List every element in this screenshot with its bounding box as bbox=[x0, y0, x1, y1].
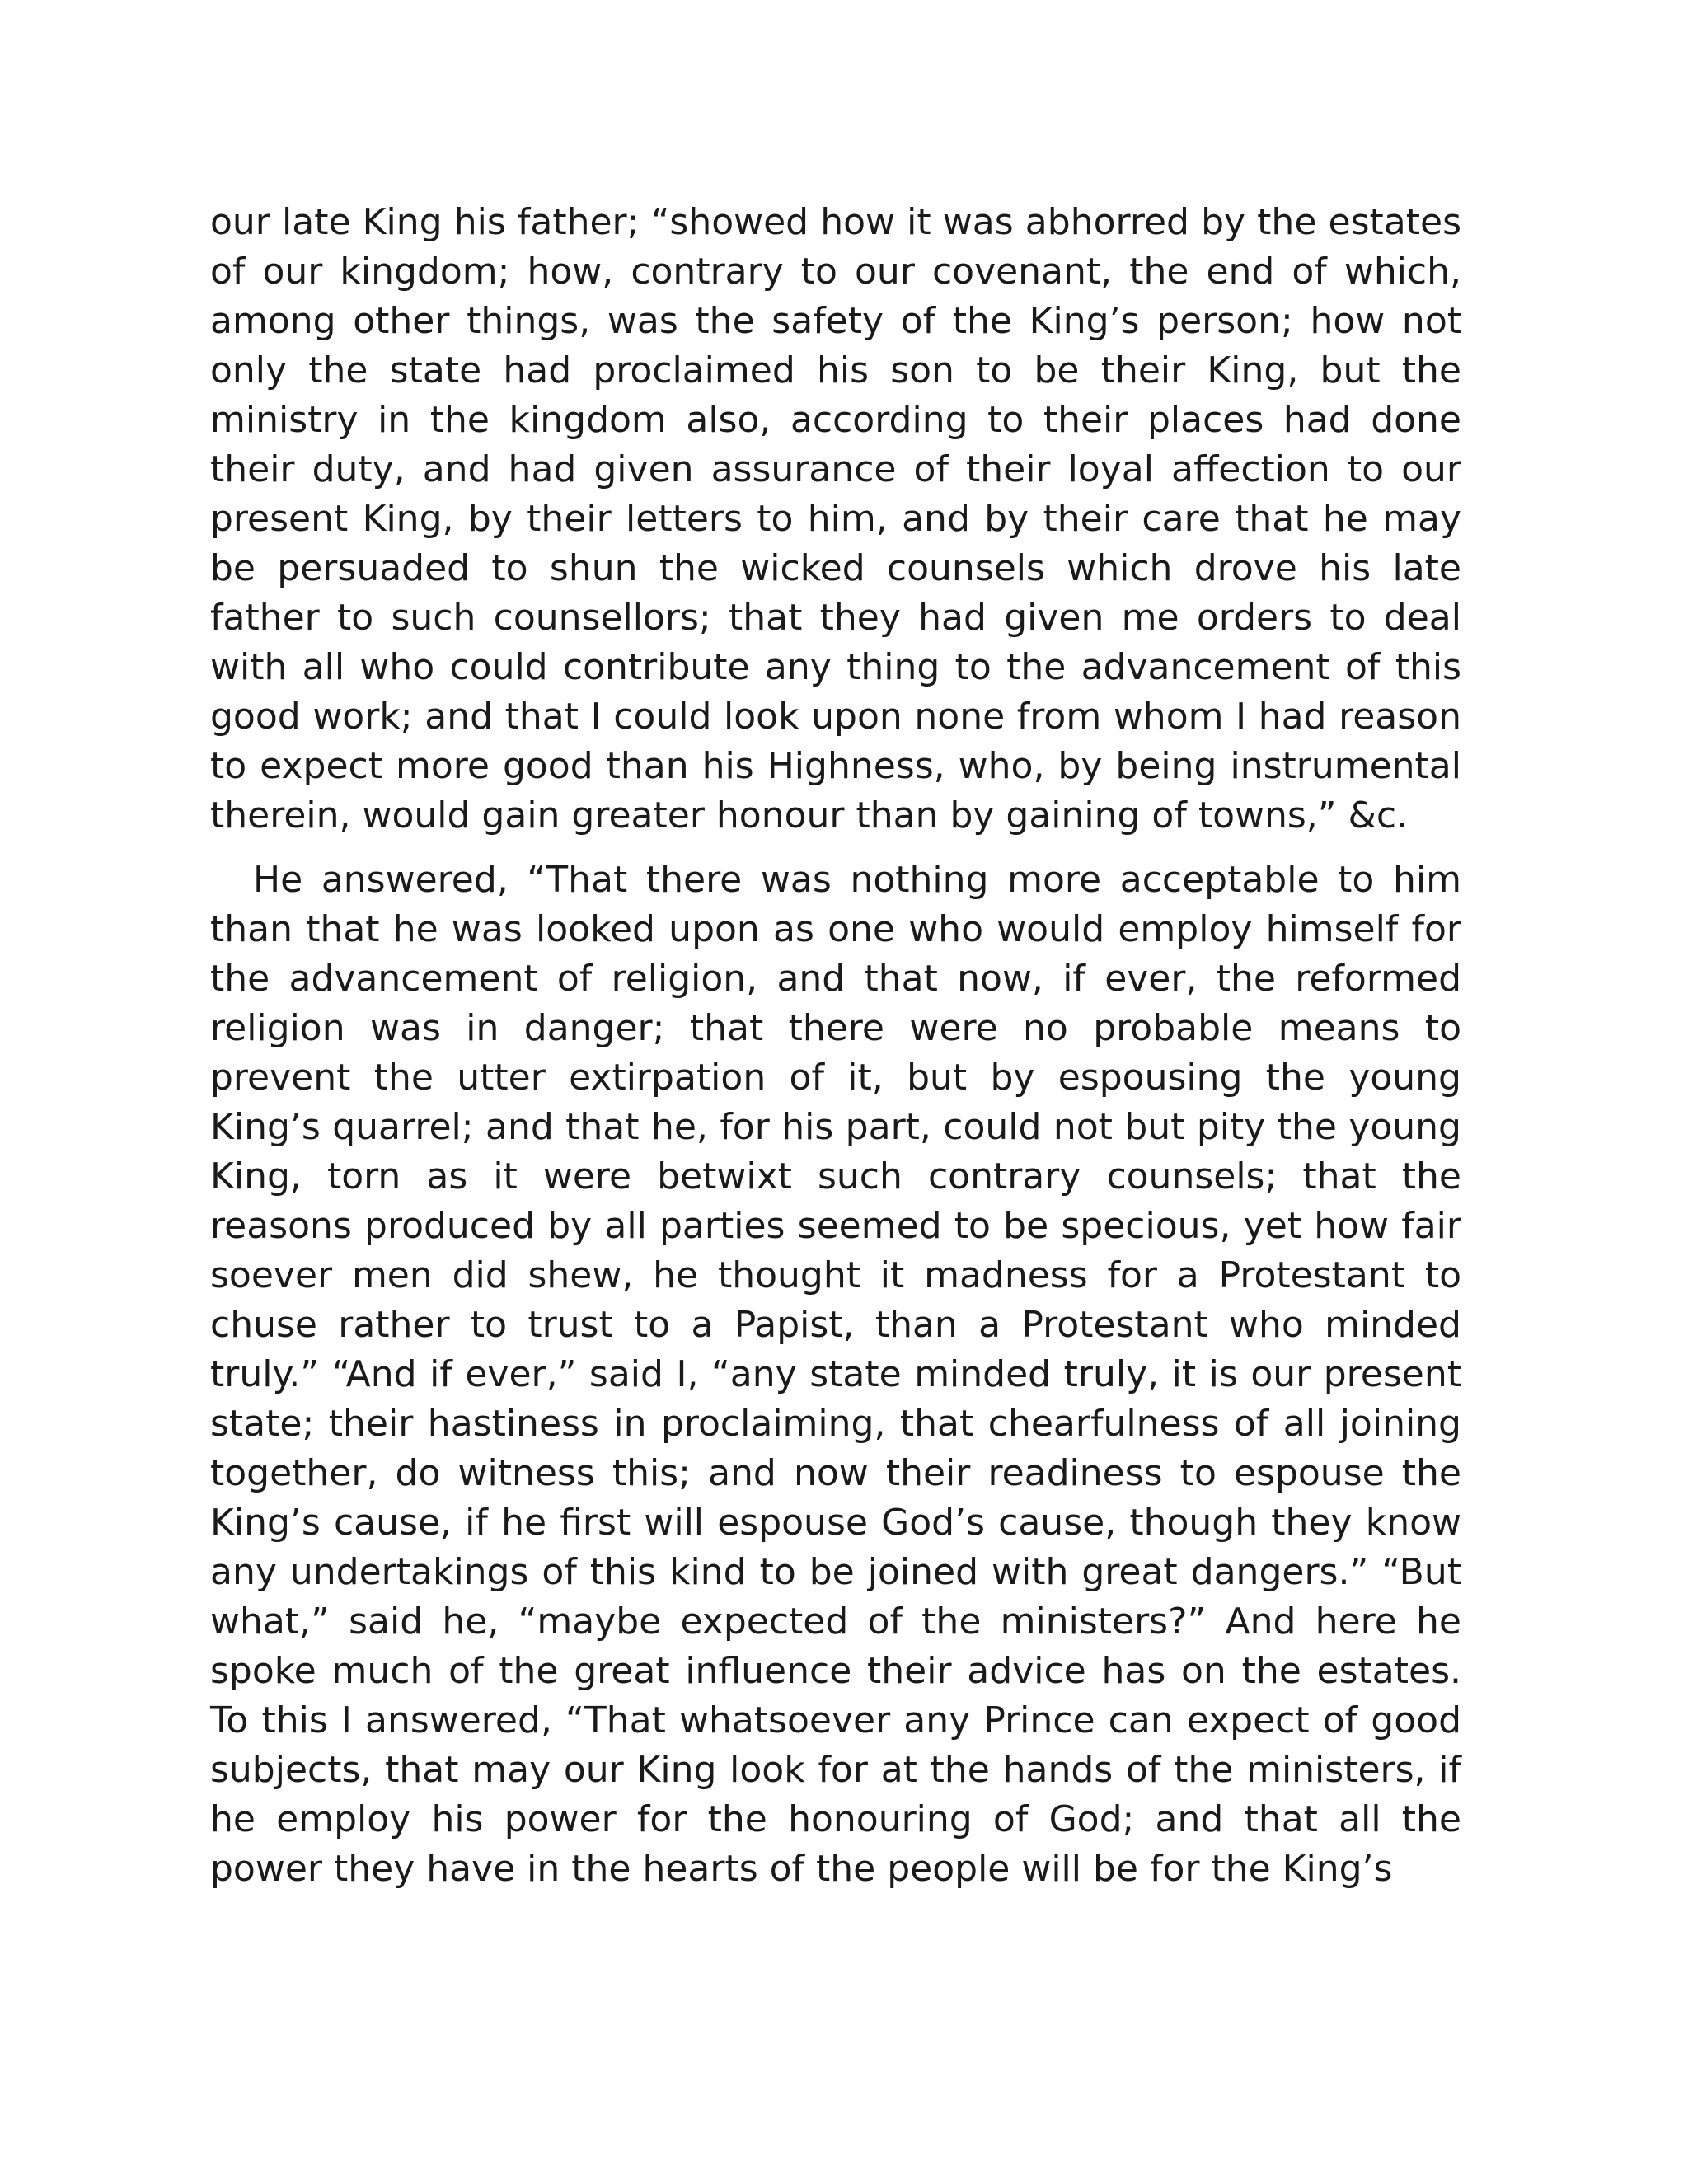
paragraph-continuation: our late King his father; “showed how it was abhorred by the estates of our kingdom; how, contrary to our covenant, the end of which, among other things, was the safety of the King’s person; how not only the state had proclaimed his son to be their King, but the ministry in the kingdom also, according to their places had done their duty, and had given assurance of their loyal affection to our present King, by their letters to him, and by their care that he may be persuaded to shun the wicked counsels which drove his late father to such counsellors; that they had given me orders to deal with all who could contribute any thing to the advancement of this good work; and that I could look upon none from whom I had reason to expect more good than his Highness, who, by being instrumental therein, would gain greater honour than by gaining of towns,” &c. bbox=[210, 201, 1461, 837]
paragraph-answer: He answered, “That there was nothing more acceptable to him than that he was looked upon as one who would employ himself for the advancement of religion, and that now, if ever, the reformed religion was in danger; that there were no probable means to prevent the utter extirpation of it, but by espousing the young King’s quarrel; and that he, for his part, could not but pity the young King, torn as it were betwixt such contrary counsels; that the reasons produced by all parties seemed to be specious, yet how fair soever men did shew, he thought it madness for a Protestant to chuse rather to trust to a Papist, than a Protestant who minded truly.” “And if ever,” said I, “any state minded truly, it is our present state; their hastiness in proclaiming, that chearfulness of all joining together, do witness this; and now their readiness to espouse the King’s cause, if he first will espouse God’s cause, though they know any undertakings of this kind to be joined with great dangers.” “But what,” said he, “maybe expected of the ministers?” And here he spoke much of the great influence their advice has on the estates. To this I answered, “That whatsoever any Prince can expect of good subjects, that may our King look for at the hands of the ministers, if he employ his power for the honouring of God; and that all the power they have in the hearts of the people will be for the King’s bbox=[210, 859, 1461, 1890]
page-body bbox=[210, 198, 1461, 1894]
